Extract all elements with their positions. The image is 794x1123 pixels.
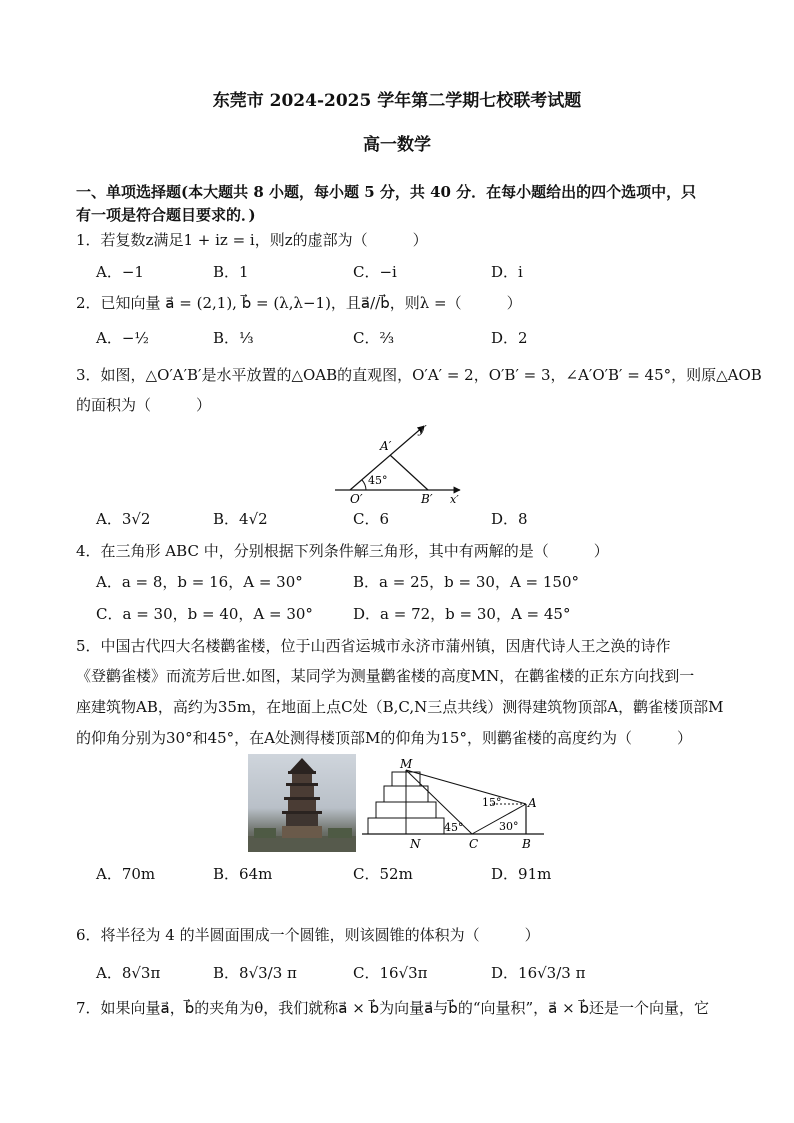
q2-option-c: C．⅔ [353, 329, 395, 347]
q4-option-a: A．a = 8，b = 16，A = 30° [96, 573, 303, 591]
q3-stem-line1: 3．如图，△O′A′B′是水平放置的△OAB的直观图，O′A′ = 2，O′B′ = 3，∠A′O′B′ = 45°，则原△AOB [76, 366, 762, 384]
label-n: N [410, 837, 421, 851]
q5-figure [362, 754, 552, 854]
label-b: B′ [421, 492, 433, 505]
segment-ab [390, 455, 428, 490]
exam-title: 东莞市 2024-2025 学年第二学期七校联考试题 [212, 91, 582, 111]
section-heading-line2: 有一项是符合题目要求的．) [76, 206, 256, 224]
q5-stem-line1: 5．中国古代四大名楼鹳雀楼，位于山西省运城市永济市蒲州镇，因唐代诗人王之涣的诗作 [76, 637, 671, 655]
q3-option-c: C．6 [353, 510, 390, 528]
q1-option-b: B．1 [213, 263, 249, 281]
q3-option-a: A．3√2 [96, 510, 151, 528]
label-y: y′ [418, 423, 427, 436]
q5-stem-line2: 《登鹳雀楼》而流芳后世.如图，某同学为测量鹳雀楼的高度MN，在鹳雀楼的正东方向找到一 [76, 667, 695, 685]
section-heading-line1: 一、单项选择题(本大题共 8 小题，每小题 5 分，共 40 分．在每小题给出的四个选项中，只 [76, 183, 697, 201]
q3-stem-line2: 的面积为（ ） [76, 396, 212, 414]
label-15: 15° [482, 796, 502, 809]
q4-option-d: D．a = 72，b = 30，A = 45° [353, 605, 571, 623]
label-m: M [400, 757, 413, 771]
q6-option-a: A．8√3π [96, 964, 161, 982]
q5-stem-line4: 的仰角分别为30°和45°，在A处测得楼顶部M的仰角为15°，则鹳雀楼的高度约为（ ） [76, 729, 692, 747]
q6-option-b: B．8√3/3 π [213, 964, 297, 982]
q4-stem: 4．在三角形 ABC 中，分别根据下列条件解三角形，其中有两解的是（ ） [76, 542, 609, 560]
label-30: 30° [499, 820, 519, 833]
q1-option-c: C．−i [353, 263, 397, 281]
angle-arc [362, 480, 366, 490]
q6-option-d: D．16√3/3 π [491, 964, 586, 982]
q5-option-b: B．64m [213, 865, 273, 883]
q4-option-b: B．a = 25，b = 30，A = 150° [353, 573, 580, 591]
q2-option-d: D．2 [491, 329, 528, 347]
label-c: C [469, 837, 479, 851]
q5-option-a: A．70m [96, 865, 156, 883]
q6-stem: 6．将半径为 4 的半圆面围成一个圆锥，则该圆锥的体积为（ ） [76, 926, 540, 944]
label-a: A′ [380, 439, 392, 453]
q5-option-d: D．91m [491, 865, 552, 883]
label-angle: 45° [368, 474, 388, 487]
q1-option-d: D．i [491, 263, 523, 281]
q3-figure [330, 420, 470, 505]
q4-option-c: C．a = 30，b = 40，A = 30° [96, 605, 313, 623]
q3-option-b: B．4√2 [213, 510, 268, 528]
exam-subject: 高一数学 [363, 135, 431, 155]
q1-stem: 1．若复数z满足1 + iz = i，则z的虚部为（ ） [76, 231, 428, 249]
label-b: B [522, 837, 531, 851]
label-a: A [528, 796, 537, 810]
label-o: O′ [350, 492, 363, 505]
q1-option-a: A．−1 [96, 263, 144, 281]
q2-option-b: B．⅓ [213, 329, 254, 347]
q6-option-c: C．16√3π [353, 964, 428, 982]
label-45: 45° [444, 821, 464, 834]
q3-option-d: D．8 [491, 510, 528, 528]
label-x: x′ [450, 493, 459, 505]
q2-stem: 2．已知向量 a⃗ = (2,1), b⃗ = (λ,λ−1)，且a⃗//b⃗，则λ =（ ） [76, 294, 522, 312]
q7-stem: 7．如果向量a⃗，b⃗的夹角为θ，我们就称a⃗ × b⃗为向量a⃗与b⃗的“向量积”，a⃗ × b⃗还是一个向量，它 [76, 999, 709, 1017]
tower-photo [248, 754, 356, 852]
q5-option-c: C．52m [353, 865, 413, 883]
q2-option-a: A．−½ [96, 329, 149, 347]
q5-stem-line3: 座建筑物AB，高约为35m，在地面上点C处（B,C,N三点共线）测得建筑物顶部A，鹳雀楼顶部M [76, 698, 724, 716]
